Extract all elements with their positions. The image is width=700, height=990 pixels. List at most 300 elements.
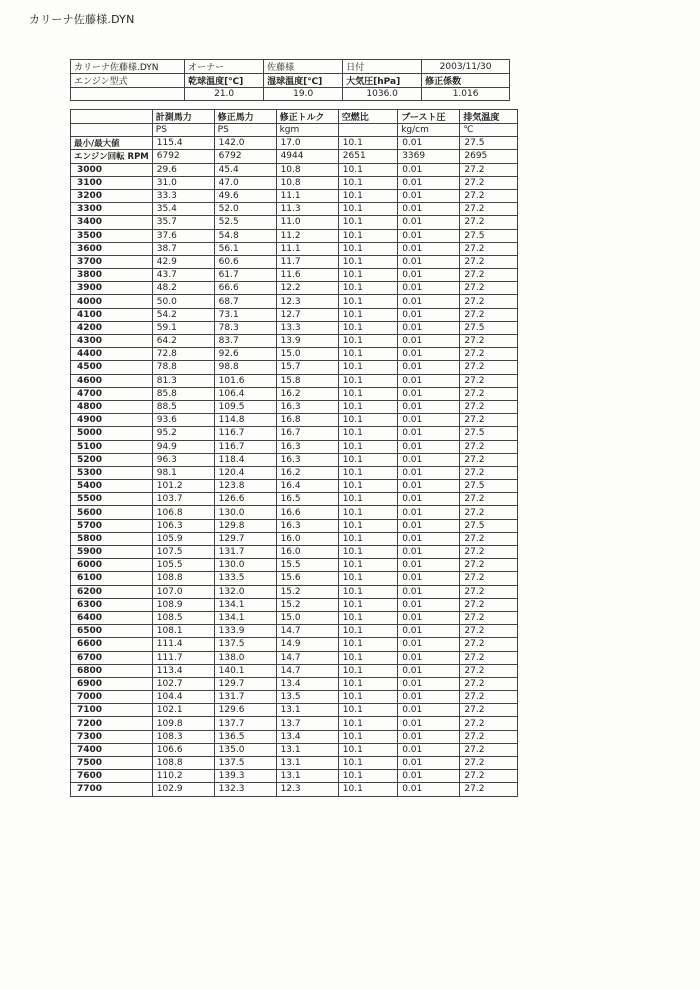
value-cell: 88.5 [152, 400, 214, 413]
value-cell: 114.8 [214, 414, 276, 427]
value-cell: 10.1 [338, 189, 397, 202]
value-cell: 27.2 [460, 770, 518, 783]
value-cell: 78.8 [152, 361, 214, 374]
value-cell: 101.6 [214, 374, 276, 387]
value-cell: 0.01 [398, 427, 460, 440]
row-label-cell: 5600 [71, 506, 153, 519]
value-cell: 10.1 [338, 730, 397, 743]
value-cell: 16.2 [276, 387, 338, 400]
value-cell: 137.5 [214, 638, 276, 651]
info-cell [71, 88, 185, 101]
value-cell: 16.3 [276, 453, 338, 466]
row-label-cell: 7300 [71, 730, 153, 743]
value-cell: 14.7 [276, 625, 338, 638]
value-cell: 105.9 [152, 532, 214, 545]
value-cell: 0.01 [398, 546, 460, 559]
value-cell: 81.3 [152, 374, 214, 387]
row-label-cell: 3800 [71, 269, 153, 282]
row-label-cell: 6000 [71, 559, 153, 572]
value-cell: 10.1 [338, 137, 397, 150]
value-cell: 140.1 [214, 664, 276, 677]
value-cell: 137.7 [214, 717, 276, 730]
value-cell: 10.1 [338, 255, 397, 268]
table-row [71, 480, 518, 493]
value-cell: 27.2 [460, 466, 518, 479]
table-row [71, 466, 518, 479]
table-row [71, 546, 518, 559]
value-cell: 102.9 [152, 783, 214, 796]
row-label-cell: 3700 [71, 255, 153, 268]
value-cell: 27.2 [460, 625, 518, 638]
table-row [71, 176, 518, 189]
info-cell: 乾球温度[℃] [185, 74, 264, 88]
value-cell: 0.01 [398, 255, 460, 268]
value-cell: 11.2 [276, 229, 338, 242]
value-cell: 10.1 [338, 229, 397, 242]
value-cell: 27.2 [460, 255, 518, 268]
value-cell: 102.1 [152, 704, 214, 717]
value-cell: 0.01 [398, 335, 460, 348]
value-cell: 12.3 [276, 295, 338, 308]
value-cell: 27.2 [460, 242, 518, 255]
value-cell: 129.8 [214, 519, 276, 532]
value-cell: 0.01 [398, 757, 460, 770]
value-cell: 27.2 [460, 308, 518, 321]
info-row-2 [71, 74, 510, 88]
row-label-cell: 6300 [71, 598, 153, 611]
value-cell: 135.0 [214, 743, 276, 756]
table-row [71, 427, 518, 440]
row-label-cell: 4900 [71, 414, 153, 427]
table-row [71, 770, 518, 783]
value-cell: 27.2 [460, 348, 518, 361]
value-cell: 92.6 [214, 348, 276, 361]
table-row [71, 361, 518, 374]
value-cell: 0.01 [398, 770, 460, 783]
value-cell: 0.01 [398, 400, 460, 413]
value-cell: 11.1 [276, 242, 338, 255]
row-label-cell: 4700 [71, 387, 153, 400]
value-cell: 13.5 [276, 691, 338, 704]
value-cell: 10.1 [338, 664, 397, 677]
value-cell: 0.01 [398, 440, 460, 453]
value-cell: 0.01 [398, 506, 460, 519]
row-label-cell: 6900 [71, 677, 153, 690]
value-cell: 10.1 [338, 216, 397, 229]
info-cell: オーナー [185, 60, 264, 74]
row-label-cell: 6500 [71, 625, 153, 638]
value-cell: 0.01 [398, 453, 460, 466]
value-cell: 3369 [398, 150, 460, 163]
value-cell: 130.0 [214, 506, 276, 519]
value-cell: ブースト圧 [398, 110, 460, 124]
value-cell: 0.01 [398, 374, 460, 387]
value-cell: 0.01 [398, 176, 460, 189]
value-cell: 108.1 [152, 625, 214, 638]
value-cell: 123.8 [214, 480, 276, 493]
value-cell: 10.1 [338, 611, 397, 624]
value-cell: 27.2 [460, 651, 518, 664]
value-cell: 11.6 [276, 269, 338, 282]
row-label-cell: 4300 [71, 335, 153, 348]
value-cell: 139.3 [214, 770, 276, 783]
value-cell: 72.8 [152, 348, 214, 361]
table-row [71, 295, 518, 308]
value-cell: 27.2 [460, 440, 518, 453]
value-cell: 118.4 [214, 453, 276, 466]
value-cell: 104.4 [152, 691, 214, 704]
value-cell: 10.1 [338, 203, 397, 216]
table-row [71, 335, 518, 348]
engine-info-table [70, 59, 510, 101]
value-cell: 142.0 [214, 137, 276, 150]
row-label-cell: 7400 [71, 743, 153, 756]
row-label-cell: 5500 [71, 493, 153, 506]
info-cell: 大気圧[hPa] [343, 74, 422, 88]
value-cell: 0.01 [398, 480, 460, 493]
value-cell: 10.1 [338, 598, 397, 611]
value-cell: 0.01 [398, 321, 460, 334]
value-cell: kg/cm [398, 124, 460, 137]
value-cell: 10.1 [338, 519, 397, 532]
value-cell: 48.2 [152, 282, 214, 295]
value-cell: 136.5 [214, 730, 276, 743]
value-cell: 102.7 [152, 677, 214, 690]
row-label-cell: 3400 [71, 216, 153, 229]
table-row [71, 255, 518, 268]
value-cell: 10.1 [338, 546, 397, 559]
value-cell: 106.8 [152, 506, 214, 519]
info-cell: 1.016 [422, 88, 510, 101]
value-cell: 27.2 [460, 295, 518, 308]
value-cell: 17.0 [276, 137, 338, 150]
value-cell: 10.8 [276, 176, 338, 189]
table-row [71, 638, 518, 651]
value-cell: 空燃比 [338, 110, 397, 124]
table-row [71, 585, 518, 598]
table-row [71, 282, 518, 295]
value-cell: 12.7 [276, 308, 338, 321]
value-cell: PS [214, 124, 276, 137]
value-cell: 0.01 [398, 519, 460, 532]
value-cell: 134.1 [214, 611, 276, 624]
value-cell: 27.5 [460, 480, 518, 493]
row-label-cell: 最小/最大値 [71, 137, 153, 150]
value-cell: 60.6 [214, 255, 276, 268]
value-cell: 15.6 [276, 572, 338, 585]
row-label-cell: 5400 [71, 480, 153, 493]
value-cell: 111.4 [152, 638, 214, 651]
value-cell: 52.5 [214, 216, 276, 229]
value-cell: 68.7 [214, 295, 276, 308]
value-cell: 108.3 [152, 730, 214, 743]
value-cell: 0.01 [398, 651, 460, 664]
value-cell: 83.7 [214, 335, 276, 348]
value-cell: 0.01 [398, 611, 460, 624]
value-cell: 85.8 [152, 387, 214, 400]
value-cell: 111.7 [152, 651, 214, 664]
value-cell: 10.1 [338, 704, 397, 717]
value-cell: 27.2 [460, 282, 518, 295]
table-row [71, 625, 518, 638]
value-cell: 0.01 [398, 295, 460, 308]
value-cell: 78.3 [214, 321, 276, 334]
table-row [71, 783, 518, 796]
row-label-cell: 6400 [71, 611, 153, 624]
value-cell: kgm [276, 124, 338, 137]
value-cell: 134.1 [214, 598, 276, 611]
value-cell: 93.6 [152, 414, 214, 427]
value-cell: 12.3 [276, 783, 338, 796]
row-label-cell: 4400 [71, 348, 153, 361]
value-cell: 0.01 [398, 308, 460, 321]
value-cell: 0.01 [398, 229, 460, 242]
value-cell: 16.7 [276, 427, 338, 440]
value-cell: 13.1 [276, 743, 338, 756]
row-label-cell: 4800 [71, 400, 153, 413]
row-label-cell: 5200 [71, 453, 153, 466]
value-cell: 10.1 [338, 269, 397, 282]
value-cell: 13.4 [276, 677, 338, 690]
table-row [71, 532, 518, 545]
value-cell: 16.3 [276, 400, 338, 413]
value-cell: 0.01 [398, 216, 460, 229]
table-row [71, 506, 518, 519]
value-cell: 27.2 [460, 638, 518, 651]
table-row [71, 387, 518, 400]
value-cell: 138.0 [214, 651, 276, 664]
value-cell: 130.0 [214, 559, 276, 572]
value-cell: 27.5 [460, 427, 518, 440]
value-cell: 6792 [152, 150, 214, 163]
value-cell: 133.9 [214, 625, 276, 638]
value-cell: 113.4 [152, 664, 214, 677]
value-cell: 0.01 [398, 572, 460, 585]
value-cell: 10.1 [338, 414, 397, 427]
value-cell: 11.7 [276, 255, 338, 268]
value-cell [338, 124, 397, 137]
value-cell: 64.2 [152, 335, 214, 348]
value-cell: 27.2 [460, 203, 518, 216]
value-cell: 105.5 [152, 559, 214, 572]
value-cell: 10.1 [338, 493, 397, 506]
row-label-cell: 3900 [71, 282, 153, 295]
info-row-1 [71, 60, 510, 74]
value-cell: 27.2 [460, 506, 518, 519]
row-label-cell: 6200 [71, 585, 153, 598]
value-cell: 0.01 [398, 387, 460, 400]
value-cell: 10.1 [338, 308, 397, 321]
value-cell: 0.01 [398, 559, 460, 572]
table-row [71, 717, 518, 730]
value-cell: 116.7 [214, 427, 276, 440]
table-row [71, 348, 518, 361]
value-cell: 0.01 [398, 163, 460, 176]
table-row [71, 321, 518, 334]
value-cell: 11.0 [276, 216, 338, 229]
value-cell: 35.4 [152, 203, 214, 216]
info-cell: 修正係数 [422, 74, 510, 88]
value-cell: 27.2 [460, 374, 518, 387]
row-label-cell: 7600 [71, 770, 153, 783]
value-cell: 10.1 [338, 295, 397, 308]
value-cell: 16.2 [276, 466, 338, 479]
table-row [71, 242, 518, 255]
value-cell: 27.2 [460, 677, 518, 690]
value-cell: 27.2 [460, 611, 518, 624]
value-cell: 56.1 [214, 242, 276, 255]
row-label-cell: 4000 [71, 295, 153, 308]
table-row [71, 757, 518, 770]
info-cell: 2003/11/30 [422, 60, 510, 74]
value-cell: 27.2 [460, 361, 518, 374]
value-cell: 27.5 [460, 519, 518, 532]
table-row [71, 453, 518, 466]
value-cell: 10.1 [338, 783, 397, 796]
row-label-cell [71, 110, 153, 124]
value-cell: 16.3 [276, 440, 338, 453]
row-label-cell: 4200 [71, 321, 153, 334]
value-cell: 27.2 [460, 176, 518, 189]
value-cell: 10.1 [338, 348, 397, 361]
value-cell: 132.0 [214, 585, 276, 598]
value-cell: 109.8 [152, 717, 214, 730]
info-cell: 21.0 [185, 88, 264, 101]
value-cell: 0.01 [398, 466, 460, 479]
value-cell: 15.8 [276, 374, 338, 387]
value-cell: 27.2 [460, 269, 518, 282]
info-cell: 湿球温度[℃] [264, 74, 343, 88]
row-label-cell: 3600 [71, 242, 153, 255]
value-cell: 27.2 [460, 730, 518, 743]
value-cell: 107.0 [152, 585, 214, 598]
value-cell: 10.1 [338, 466, 397, 479]
value-cell: 0.01 [398, 743, 460, 756]
value-cell: 106.6 [152, 743, 214, 756]
value-cell: 16.6 [276, 506, 338, 519]
value-cell: 0.01 [398, 585, 460, 598]
value-cell: 59.1 [152, 321, 214, 334]
value-cell: 10.1 [338, 691, 397, 704]
value-cell: 13.1 [276, 704, 338, 717]
value-cell: 10.1 [338, 717, 397, 730]
value-cell: 126.6 [214, 493, 276, 506]
value-cell: 16.4 [276, 480, 338, 493]
document-title: カリーナ佐藤様.DYN [29, 13, 135, 26]
row-label-cell: 5300 [71, 466, 153, 479]
table-row [71, 229, 518, 242]
row-label-cell: 4100 [71, 308, 153, 321]
value-cell: 14.9 [276, 638, 338, 651]
row-label-cell: 5700 [71, 519, 153, 532]
value-cell: 54.8 [214, 229, 276, 242]
table-row [71, 269, 518, 282]
value-cell: 109.5 [214, 400, 276, 413]
info-cell: カリーナ佐藤様.DYN [71, 60, 185, 74]
value-cell: 16.5 [276, 493, 338, 506]
row-label-cell: 7200 [71, 717, 153, 730]
value-cell: 27.5 [460, 137, 518, 150]
value-cell: 10.1 [338, 176, 397, 189]
value-cell: 96.3 [152, 453, 214, 466]
table-row [71, 400, 518, 413]
value-cell: 27.5 [460, 321, 518, 334]
value-cell: 10.1 [338, 559, 397, 572]
value-cell: 27.2 [460, 400, 518, 413]
value-cell: 131.7 [214, 546, 276, 559]
value-cell: 15.2 [276, 598, 338, 611]
info-cell: 佐藤様 [264, 60, 343, 74]
value-cell: 27.2 [460, 704, 518, 717]
value-cell: 49.6 [214, 189, 276, 202]
value-cell: 0.01 [398, 137, 460, 150]
value-cell: 95.2 [152, 427, 214, 440]
value-cell: 10.1 [338, 440, 397, 453]
value-cell: 13.1 [276, 770, 338, 783]
value-cell: 27.2 [460, 216, 518, 229]
value-cell: 修正馬力 [214, 110, 276, 124]
value-cell: 27.2 [460, 783, 518, 796]
value-cell: 10.1 [338, 374, 397, 387]
value-cell: 4944 [276, 150, 338, 163]
value-cell: 0.01 [398, 625, 460, 638]
table-row [71, 414, 518, 427]
value-cell: 35.7 [152, 216, 214, 229]
table-row [71, 677, 518, 690]
table-row [71, 691, 518, 704]
value-cell: 0.01 [398, 361, 460, 374]
table-row [71, 611, 518, 624]
row-label-cell: 7500 [71, 757, 153, 770]
value-cell: 10.1 [338, 321, 397, 334]
value-cell: 0.01 [398, 677, 460, 690]
value-cell: 27.2 [460, 387, 518, 400]
value-cell: 15.0 [276, 348, 338, 361]
value-cell: 43.7 [152, 269, 214, 282]
value-cell: 133.5 [214, 572, 276, 585]
value-cell: 115.4 [152, 137, 214, 150]
value-cell: 131.7 [214, 691, 276, 704]
value-cell: 27.2 [460, 598, 518, 611]
value-cell: 12.2 [276, 282, 338, 295]
value-cell: 61.7 [214, 269, 276, 282]
row-label-cell: 3500 [71, 229, 153, 242]
value-cell: 14.7 [276, 664, 338, 677]
value-cell: 15.2 [276, 585, 338, 598]
value-cell: 0.01 [398, 532, 460, 545]
table-row [71, 216, 518, 229]
value-cell: 0.01 [398, 717, 460, 730]
dyno-data-table [70, 109, 518, 797]
value-cell: 14.7 [276, 651, 338, 664]
table-row [71, 651, 518, 664]
value-cell: 98.1 [152, 466, 214, 479]
value-cell: 27.2 [460, 572, 518, 585]
value-cell: 27.2 [460, 414, 518, 427]
table-row [71, 743, 518, 756]
row-label-cell: エンジン回転 RPM [71, 150, 153, 163]
value-cell: 10.1 [338, 387, 397, 400]
value-cell: 27.2 [460, 743, 518, 756]
row-label-cell: 7700 [71, 783, 153, 796]
value-cell: 106.3 [152, 519, 214, 532]
info-row-3 [71, 88, 510, 101]
value-cell: 10.1 [338, 282, 397, 295]
value-cell: 0.01 [398, 691, 460, 704]
row-label-cell: 3300 [71, 203, 153, 216]
value-cell: 129.7 [214, 677, 276, 690]
value-cell: 10.1 [338, 335, 397, 348]
